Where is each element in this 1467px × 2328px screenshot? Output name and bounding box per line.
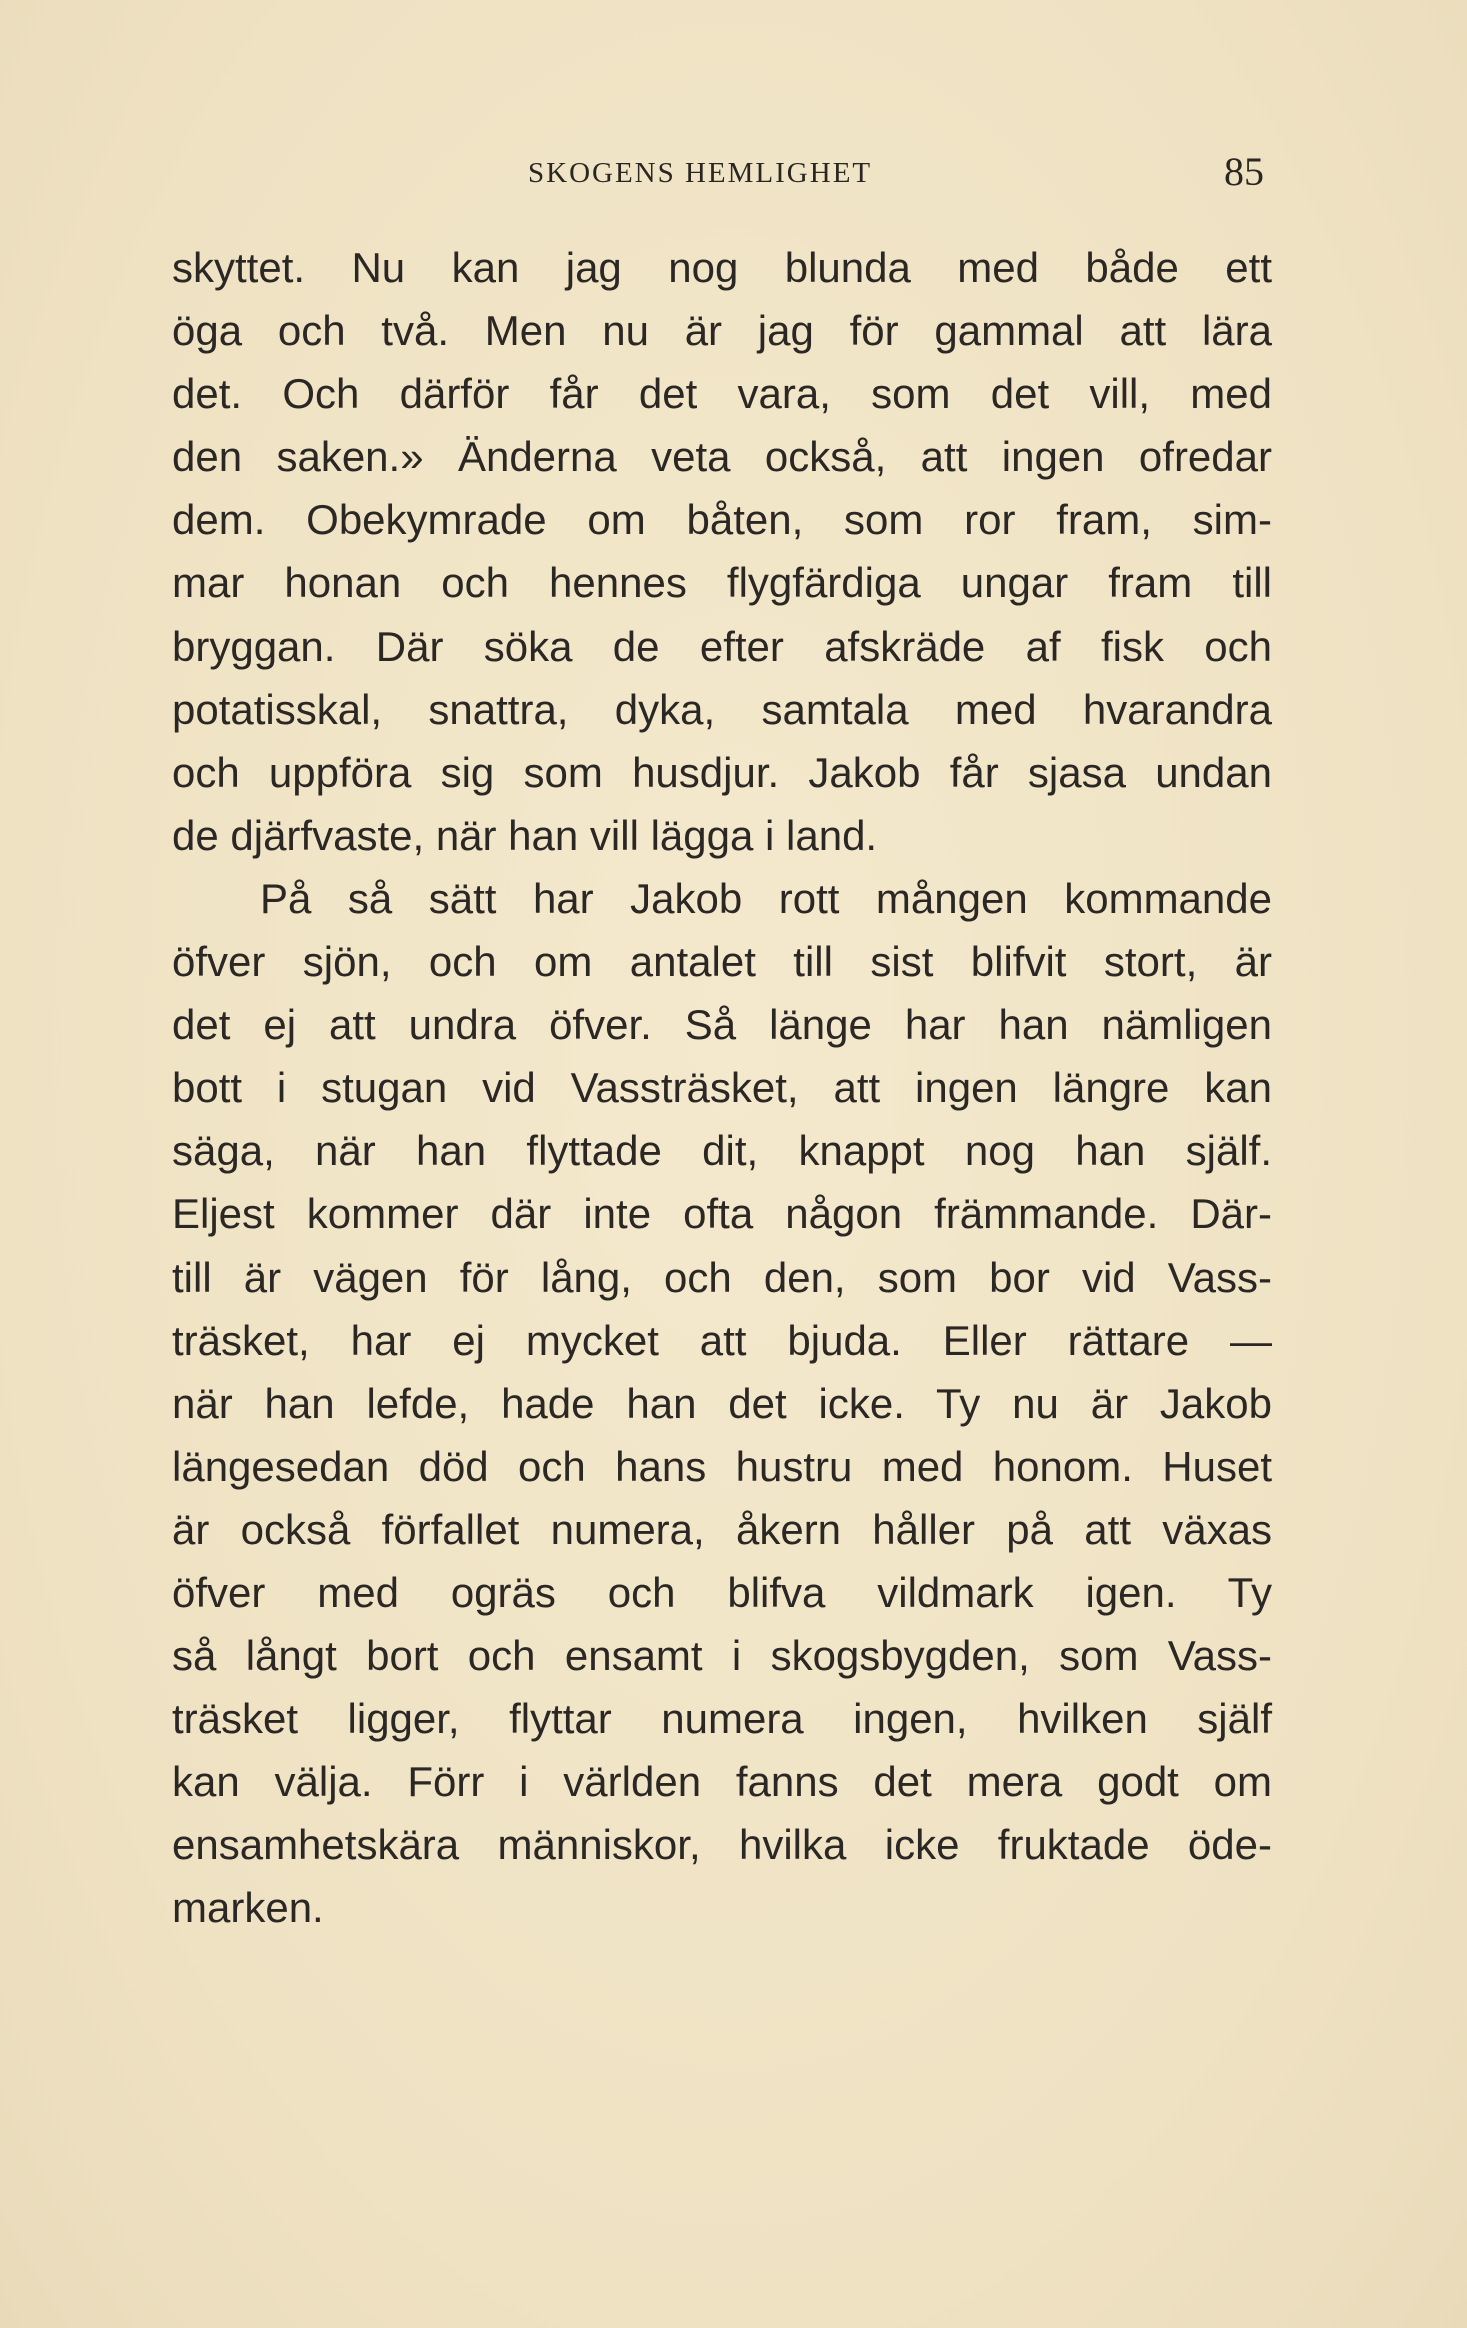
text-line: träsket, har ej mycket att bjuda. Eller rättare —	[172, 1316, 1272, 1364]
text-line: när han lefde, hade han det icke. Ty nu är Jakob	[172, 1379, 1272, 1427]
text-line: det. Och därför får det vara, som det vill, med	[172, 370, 1272, 418]
text-line: marken.	[172, 1884, 324, 1932]
text-line: öga och två. Men nu är jag för gammal att lära	[172, 307, 1272, 355]
text-line: kan välja. Förr i världen fanns det mera godt om	[172, 1758, 1272, 1806]
text-line: öfver sjön, och om antalet till sist blifvit stort, är	[172, 938, 1272, 986]
text-line: bryggan. Där söka de efter afskräde af fisk och	[172, 622, 1272, 670]
body-text	[172, 236, 1272, 1940]
text-line: den saken.» Änderna veta också, att ingen ofredar	[172, 433, 1272, 481]
text-line: längesedan död och hans hustru med honom. Huset	[172, 1442, 1272, 1490]
text-line: till är vägen för lång, och den, som bor vid Vass-	[172, 1253, 1272, 1301]
text-line: På så sätt har Jakob rott mången kommande	[260, 874, 1272, 922]
text-line: ensamhetskära människor, hvilka icke fruktade öde-	[172, 1821, 1272, 1869]
text-line: mar honan och hennes flygfärdiga ungar fram till	[172, 559, 1272, 607]
text-line: och uppföra sig som husdjur. Jakob får sjasa undan	[172, 748, 1272, 796]
text-line: bott i stugan vid Vassträsket, att ingen längre kan	[172, 1064, 1272, 1112]
text-line: det ej att undra öfver. Så länge har han nämligen	[172, 1001, 1272, 1049]
text-line: öfver med ogräs och blifva vildmark igen. Ty	[172, 1568, 1272, 1616]
text-line: träsket ligger, flyttar numera ingen, hvilken själf	[172, 1695, 1272, 1743]
text-line: är också förfallet numera, åkern håller på att växas	[172, 1505, 1272, 1553]
running-head: SKOGENS HEMLIGHET	[528, 157, 873, 189]
text-line: så långt bort och ensamt i skogsbygden, som Vass-	[172, 1632, 1272, 1680]
text-line: de djärfvaste, när han vill lägga i land.	[172, 811, 878, 859]
text-line: dem. Obekymrade om båten, som ror fram, sim-	[172, 496, 1272, 544]
text-line: potatisskal, snattra, dyka, samtala med hvarandra	[172, 685, 1272, 733]
text-line: skyttet. Nu kan jag nog blunda med både ett	[172, 244, 1272, 291]
text-line: Eljest kommer där inte ofta någon främmande. Där-	[172, 1190, 1272, 1238]
text-line: säga, när han flyttade dit, knappt nog han själf.	[172, 1127, 1272, 1175]
page-number: 85	[1224, 149, 1264, 194]
